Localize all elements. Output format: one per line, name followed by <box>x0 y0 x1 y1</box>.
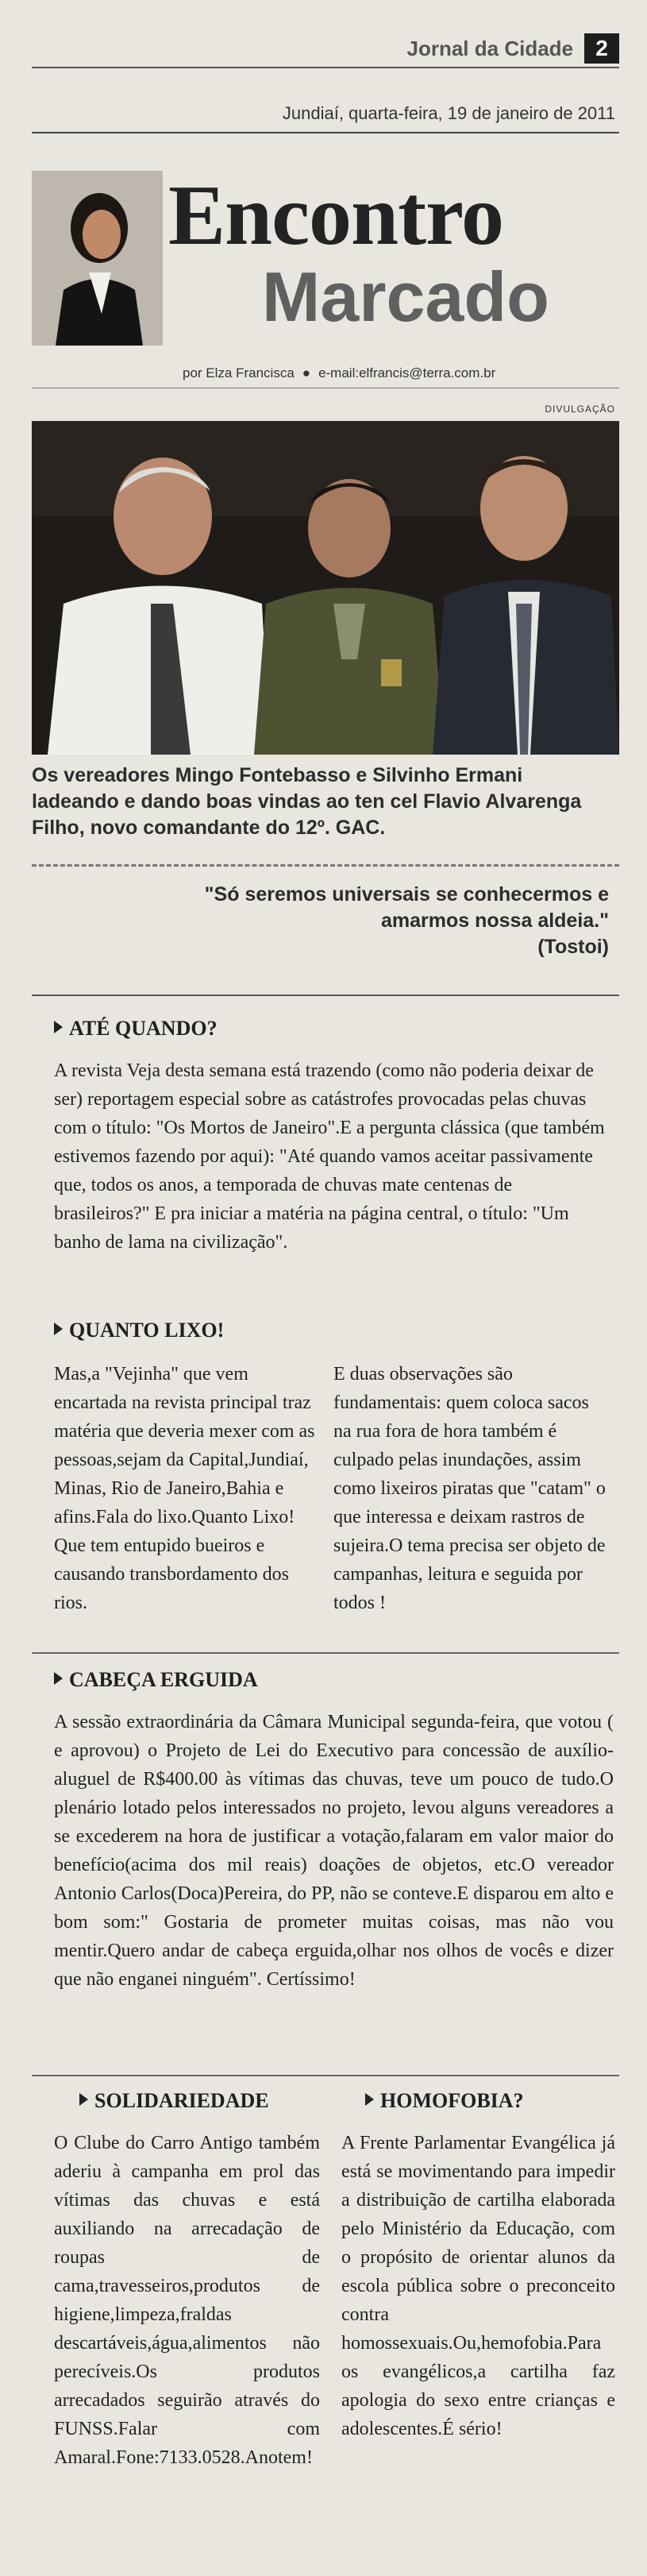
pull-quote <box>164 882 609 960</box>
columnist-photo <box>32 171 163 346</box>
author-email: e-mail:elfrancis@terra.com.br <box>318 365 496 380</box>
page-number: 2 <box>584 33 619 64</box>
section-body-solidariedade: O Clube do Carro Antigo também aderiu à campanha em prol das vítimas das chuvas e está auxiliando na arrecadação de roupas de cama,travesseiros,produtos de higiene,limpeza,fraldas descartáveis,água,alimentos não perecíveis.Os produtos arrecadados seguirão através do FUNSS.Falar com Amaral.Fone:7133.0528.Anotem! <box>54 2133 320 2468</box>
author-name: por Elza Francisca <box>183 365 295 380</box>
section-body-cabeca-erguida: A sessão extraordinária da Câmara Municipal segunda-feira, que votou ( e aprovou) o Projeto de Lei do Executivo para concessão de auxílio-aluguel de R$400.00 às vítimas das chuvas, teve um pouco de tudo.O plenário lotado pelos interessados no projeto, levou alguns vereadores a se excederem na hora de justificar a votação,falaram em valor maior do benefício(acima dos mil reais) doações de objetos, etc.O vereador Antonio Carlos(Doca)Pereira, do PP, não se conteve.E disparou em alto e bom som:" Gostaria de prometer muitas coisas, mas não vou mentir.Quero andar de cabeça erguida,olhar nos olhos de vocês e dizer que não enganei ninguém". Certíssimo! <box>54 1712 614 1990</box>
section-title-ate-quando <box>54 1017 218 1041</box>
quote-text: "Só seremos universais se conhecermos e amarmos nossa aldeia." <box>204 883 609 932</box>
section-body-quanto-lixo-col2: E duas observações são fundamentais: quem coloca sacos na rua fora de hora também é culpado pelas inundações, assim como lixeiros piratas que "catam" o que interessa e deixam rastros de sujeira.O tema precisa ser objeto de campanhas, leitura e seguida por todos ! <box>333 1364 606 1613</box>
section-triangle-icon <box>54 1323 63 1335</box>
column-title-line1: Encontro <box>168 168 504 263</box>
section-title-cabeca-erguida <box>54 1668 258 1692</box>
section-title-quanto-lixo <box>54 1319 224 1342</box>
section-title-solidariedade <box>79 2089 269 2113</box>
section-body-homofobia: A Frente Parlamentar Evangélica já está se movimentando para impedir a distribuição de cartilha elaborada pelo Ministério da Educação, com o propósito de orientar alunos da escola pública sobre o preconceito contra homossexuais.Ou,hemofobia.Para os evangélicos,a cartilha faz apologia do sexo entre crianças e adolescentes.É sério! <box>341 2133 615 2439</box>
section-triangle-icon <box>54 1021 63 1033</box>
column-title-line2: Marcado <box>262 257 549 336</box>
section-body-ate-quando: A revista Veja desta semana está trazendo (como não poderia deixar de ser) reportagem especial sobre as catástrofes provocadas pelas chuvas com o título: "Os Mortos de Janeiro".E a pergunta clássica (que também estivemos fazendo por aqui): "Até quando vamos aceitar passivamente que, todos os anos, a temporada de chuvas mate centenas de brasileiros?" E pra iniciar a matéria na página central, o título: "Um banho de lama na civilização". <box>54 1060 605 1253</box>
main-photo <box>32 421 619 755</box>
section-title-text: ATÉ QUANDO? <box>69 1017 218 1040</box>
bullet-icon: ● <box>302 365 311 380</box>
section-title-text: CABEÇA ERGUIDA <box>69 1668 258 1691</box>
byline <box>183 365 495 381</box>
page-header <box>32 32 619 68</box>
section-divider <box>32 2075 619 2076</box>
section-triangle-icon <box>365 2093 374 2106</box>
header-divider <box>32 132 619 133</box>
photo-credit: DIVULGAÇÃO <box>545 404 615 415</box>
section-triangle-icon <box>54 1672 63 1685</box>
section-title-text: QUANTO LIXO! <box>69 1319 225 1342</box>
section-body-quanto-lixo-col1: Mas,a "Vejinha" que vem encartada na revista principal traz matéria que deveria mexer com as pessoas,sejam da Capital,Jundiaí, Minas, Rio de Janeiro,Bahia e afins.Fala do lixo.Quanto Lixo! Que tem entupido bueiros e causando transbordamento dos rios. <box>54 1364 315 1613</box>
dashed-divider <box>32 864 619 867</box>
dateline: Jundiaí, quarta-feira, 19 de janeiro de 2011 <box>282 103 615 123</box>
section-divider <box>32 1652 619 1654</box>
paper-name: Jornal da Cidade <box>406 37 573 60</box>
section-title-text: HOMOFOBIA? <box>380 2089 524 2112</box>
quote-author: (Tostoi) <box>537 936 609 958</box>
quote-divider <box>32 994 619 996</box>
section-triangle-icon <box>79 2093 88 2106</box>
photo-caption: Os vereadores Mingo Fontebasso e Silvinho Ermani ladeando e dando boas vindas ao ten cel Flavio Alvarenga Filho, novo comandante do 12º. GAC. <box>32 764 582 839</box>
section-title-homofobia <box>365 2089 524 2113</box>
section-title-text: SOLIDARIEDADE <box>94 2089 269 2112</box>
